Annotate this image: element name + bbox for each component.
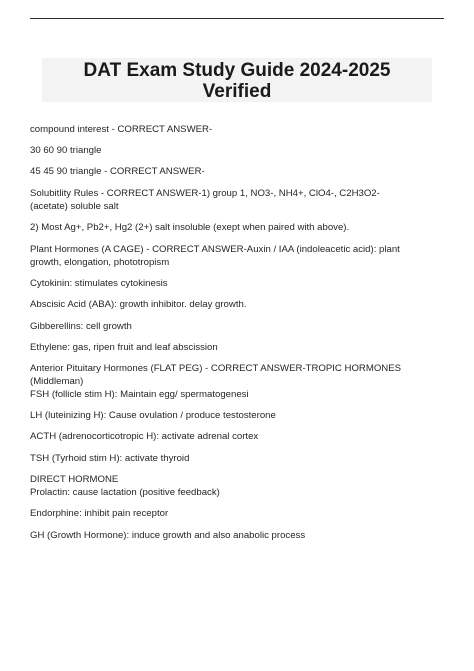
text-line: Prolactin: cause lactation (positive feedback): [30, 487, 220, 498]
text-line: 30 60 90 triangle: [30, 145, 102, 156]
text-line: Endorphine: inhibit pain receptor: [30, 508, 169, 519]
top-rule: [30, 18, 444, 19]
text-line: 45 45 90 triangle - CORRECT ANSWER-: [30, 166, 205, 177]
text-line: ACTH (adrenocorticotropic H): activate adrenal cortex: [30, 431, 259, 442]
text-line: Plant Hormones (A CAGE) - CORRECT ANSWER-Auxin / IAA (indoleacetic acid): plant: [30, 244, 400, 255]
text-line: GH (Growth Hormone): induce growth and also anabolic process: [30, 530, 306, 541]
text-line: Anterior Pituitary Hormones (FLAT PEG) - CORRECT ANSWER-TROPIC HORMONES: [30, 363, 402, 374]
text-line: compound interest - CORRECT ANSWER-: [30, 124, 213, 135]
text-line: Solubitlity Rules - CORRECT ANSWER-1) group 1, NO3-, NH4+, ClO4-, C2H3O2-: [30, 188, 380, 199]
text-line: Ethylene: gas, ripen fruit and leaf abscission: [30, 342, 218, 353]
text-line: growth, elongation, phototropism: [30, 257, 170, 268]
text-line: TSH (Tyrhoid stim H): activate thyroid: [30, 453, 190, 464]
title-line-2: Verified: [202, 81, 272, 102]
document-title: [30, 60, 444, 102]
text-line: Abscisic Acid (ABA): growth inhibitor. delay growth.: [30, 299, 247, 310]
text-line: Cytokinin: stimulates cytokinesis: [30, 278, 168, 289]
text-line: DIRECT HORMONE: [30, 474, 119, 485]
text-line: Gibberellins: cell growth: [30, 321, 132, 332]
title-line-1: DAT Exam Study Guide 2024-2025: [83, 60, 391, 81]
text-line: (acetate) soluble salt: [30, 201, 119, 212]
text-line: FSH (follicle stim H): Maintain egg/ spermatogenesi: [30, 389, 249, 400]
text-line: LH (luteinizing H): Cause ovulation / produce testosterone: [30, 410, 276, 421]
text-line: 2) Most Ag+, Pb2+, Hg2 (2+) salt insoluble (exept when paired with above).: [30, 222, 350, 233]
text-line: (Middleman): [30, 376, 84, 387]
